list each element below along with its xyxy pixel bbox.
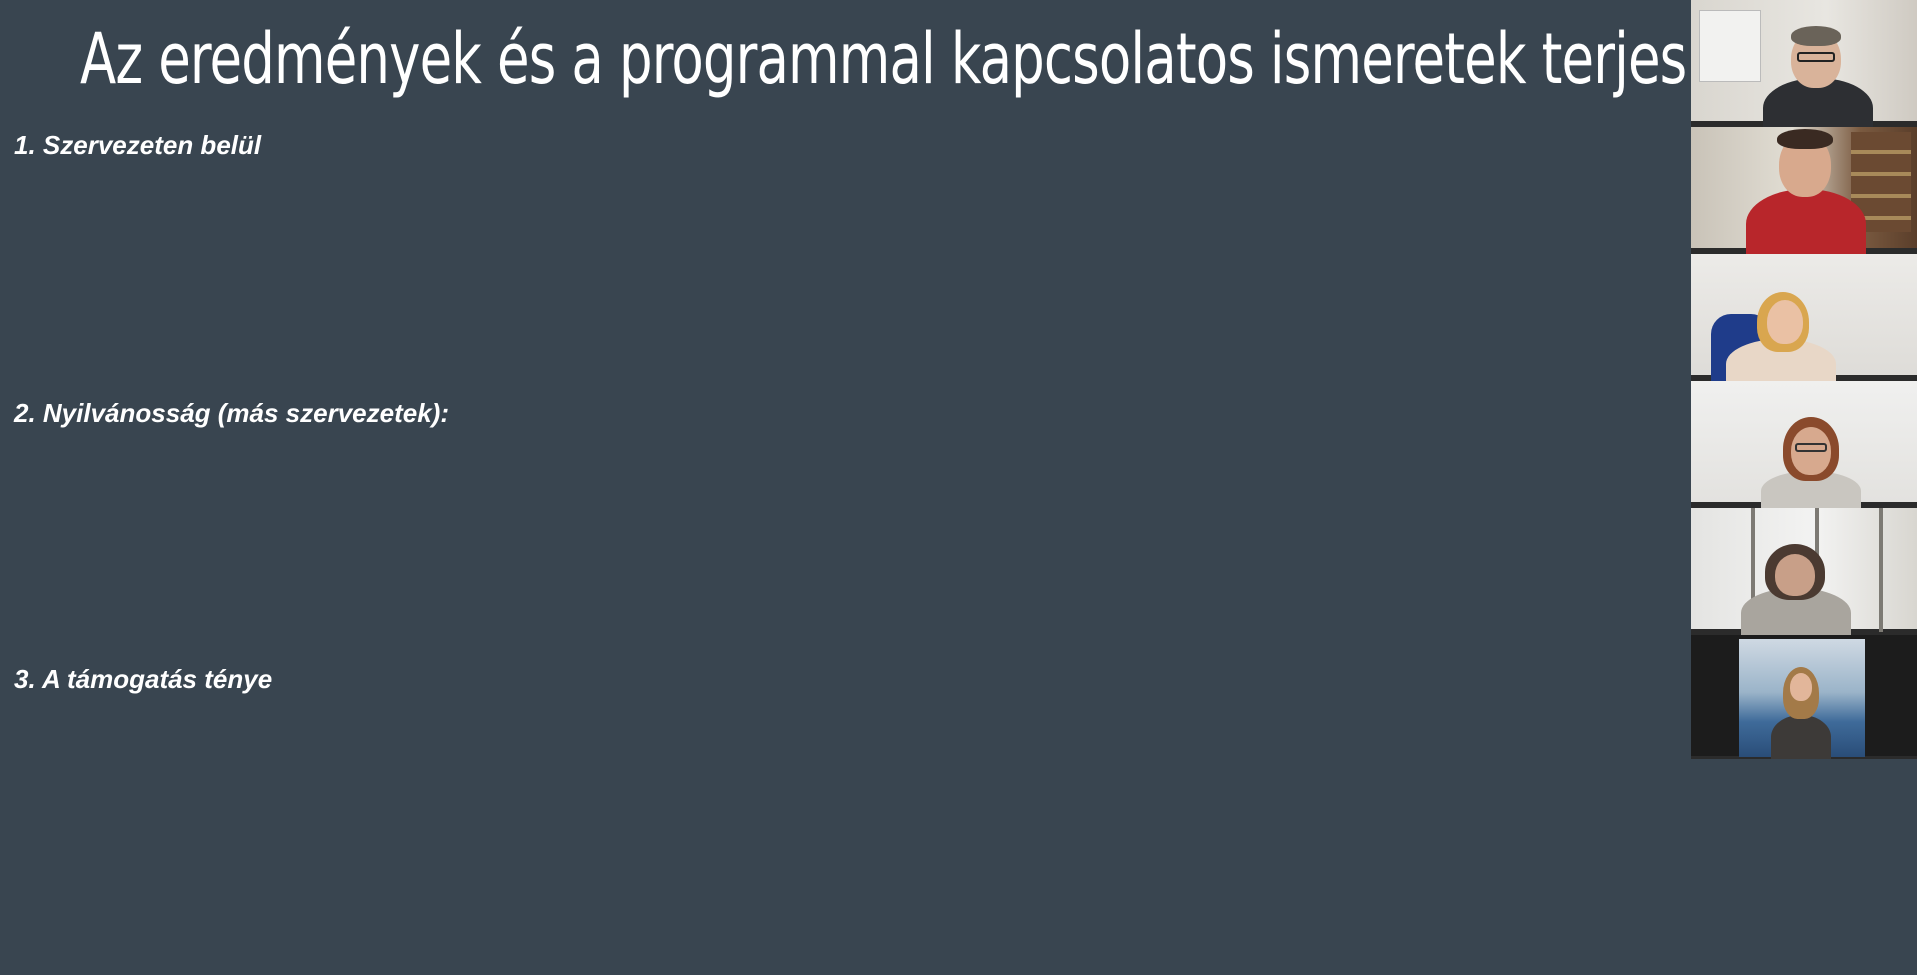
section-heading-3: 3. A támogatás ténye: [14, 664, 273, 694]
avatar: [1771, 715, 1831, 759]
participant-video-tile[interactable]: [1691, 127, 1917, 251]
glasses-icon: [1795, 443, 1827, 452]
participant-video-tile[interactable]: [1691, 508, 1917, 632]
section-heading-1: 1. Szervezeten belül: [14, 130, 262, 160]
avatar: [1775, 554, 1815, 596]
avatar: [1746, 189, 1866, 259]
participant-video-tile[interactable]: [1691, 381, 1917, 505]
participant-video-strip: [1691, 0, 1917, 755]
whiteboard: [1699, 10, 1761, 82]
section-heading-2: 2. Nyilvánosság (más szervezetek):: [14, 398, 449, 428]
avatar: [1767, 300, 1803, 344]
avatar: [1777, 129, 1833, 149]
participant-video-tile[interactable]: [1691, 254, 1917, 378]
avatar: [1790, 673, 1812, 701]
avatar: [1791, 26, 1841, 46]
glasses-icon: [1797, 52, 1835, 62]
participant-video-tile[interactable]: [1691, 0, 1917, 124]
slide-title: Az eredmények és a programmal kapcsolatos ismeretek terjes: [80, 18, 1687, 100]
participant-video-tile[interactable]: [1691, 635, 1917, 759]
